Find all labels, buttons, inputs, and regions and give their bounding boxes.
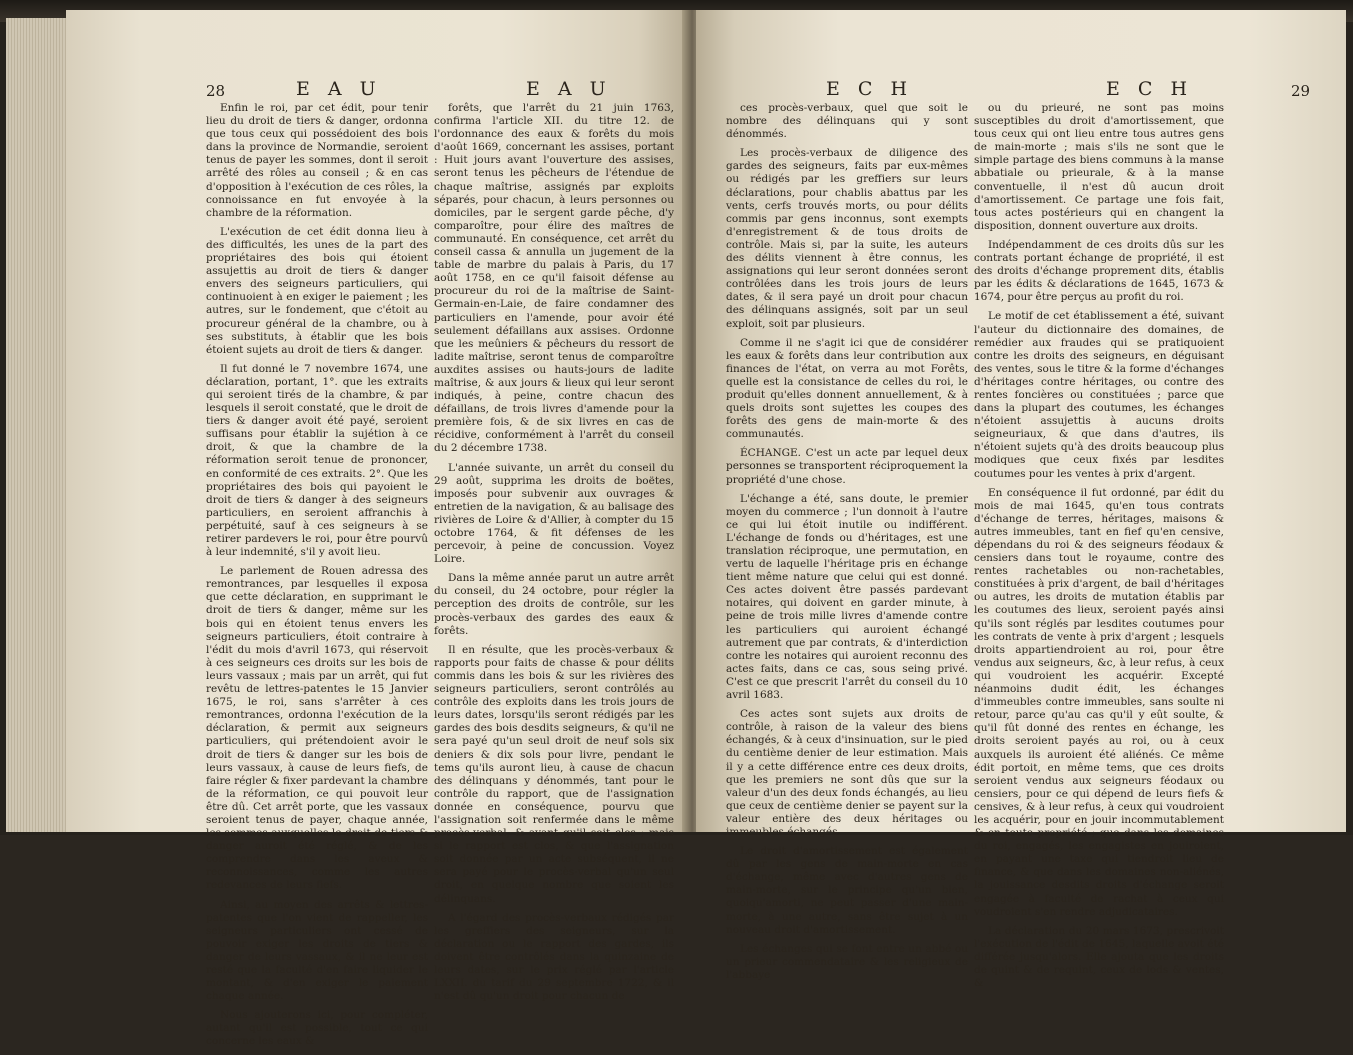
paragraph: L'échange a été, sans doute, le premier moyen du commerce ; l'un donnoit à l'autre ce qui lui étoit inutile ou indifférent. L'échange de fonds ou d'héritages, est une translation réciproque, une permutation, en vertu de laquelle l'héritage pris en échange tient même nature que celui qui est donné. Ces actes doivent être passés pardevant notaires, qui doivent en garder minute, à peine de trois mille livres d'amende contre les particuliers qui auroient échangé autrement que par contrats, & d'interdiction contre les notaires qui auroient reconnu des actes faits, dans ce cas, sous seing privé. C'est ce que prescrit l'arrêt du conseil du 10 avril 1683. (726, 492, 968, 702)
right-page-column-2 (974, 102, 1224, 996)
paragraph: En conséquence il fut ordonné, par édit du mois de mai 1645, qu'en tous contrats d'échange de terres, héritages, maisons & autres immeubles, tant en fief qu'en censive, dépendans du roi & des seigneurs féodaux & censiers dans tout le royaume, contre des rentes rachetables ou non-rachetables, constituées à prix d'argent, de bail d'héritages ou autres, les droits de mutation établis par les coutumes des lieux, seroient payés ainsi qu'ils sont réglés par lesdites coutumes pour les contrats de vente à prix d'argent ; lesquels droits appartiendroient au roi, pour être vendus aux seigneurs, &c, à leur refus, à ceux qui voudroient les acquérir. Excepté néanmoins dudit édit, les échanges d'immeubles contre immeubles, sans soulte ni retour, parce qu'au cas qu'il y eût soulte, & qu'il fût donné des rentes en échange, les droits seroient payés au roi, ou à ceux auxquels ils auroient été aliénés. Ce même édit portoit, en même tems, que ces droits seroient vendus aux seigneurs féodaux ou censiers, pour ce qui dépend de leurs fiefs & censives, & à leur refus, à ceux qui voudroient les acquérir, pour en jouir incommutablement & en toute propriété ; que dans les domaines du roi, engagés, les engagistes en jouiroient, en payant une taxe qui tiendroit lieu de finance, & que dans les domaines non-aliénés, la jouissance desdits droits d'échange seroit engagée à faculté de rachat à ceux qui voudroient s'en rendre adjudicataires. (974, 486, 1224, 918)
paragraph: Le motif de cet établissement a été, suivant l'auteur du dictionnaire des domaines, de remédier aux fraudes qui se pratiquoient contre les droits des seigneurs, en déguisant des ventes, sous le titre & la forme d'échanges d'héritages contre héritages, ou contre des rentes foncières ou constituées ; parce que dans la plupart des coutumes, les échanges n'étoient assujettis à aucuns droits seigneuriaux, & que dans d'autres, ils n'étoient sujets qu'à des droits beaucoup plus modiques que ceux fixés par lesdites coutumes pour les ventes à prix d'argent. (974, 310, 1224, 480)
paragraph: ces procès-verbaux, quel que soit le nombre des délinquans qui y sont dénommés. (726, 102, 968, 141)
paragraph: Nous ajouterons ici, pour compléter, autant qu'il est possible, tout ce qui concerne les eaux & (206, 1009, 428, 1048)
running-header-left-1: E A U (296, 78, 382, 100)
paragraph: Indépendamment de ces droits dûs sur les contrats portant échange de propriété, il est des droits d'échange proprement dits, établis par les édits & déclarations de 1645, 1673 & 1674, pour être perçus au profit du roi. (974, 238, 1224, 304)
right-page (696, 10, 1346, 990)
left-page-column-1 (206, 102, 428, 1055)
running-header-right-2: E C H (1106, 78, 1194, 100)
paragraph: L'exécution de cet édit donna lieu à des difficultés, les unes de la part des propriétaires des bois qui étoient assujettis au droit de tiers & danger envers des seigneurs particuliers, qui continuoient à en exiger le paiement ; les autres, sur le fondement, que c'étoit au procureur général de la chambre, ou à ses substituts, à établir que les bois étoient sujets au droit de tiers & danger. (206, 225, 428, 356)
paragraph: Ces actes sont sujets aux droits de contrôle, à raison de la valeur des biens échangés, & à ceux d'insinuation, sur le pied du centième denier de leur estimation. Mais il y a cette différence entre ces deux droits, que les premiers ne sont dûs que sur la valeur d'un des deux fonds échangés, au lieu que ceux de centième denier se payent sur la valeur entière des deux héritages ou immeubles échangés. (726, 708, 968, 838)
paragraph: Les procès-verbaux de diligence des gardes des seigneurs, faits par eux-mêmes ou rédigés par les greffiers sur leurs déclarations, pour chablis abattus par les vents, cerfs trouvés morts, ou pour délits commis par gens inconnus, sont exempts d'enregistrement & de tous droits de contrôle. Mais si, par la suite, les auteurs des délits viennent à être connus, les assignations qui leur seront données seront contrôlées dans les trois jours de leurs dates, & il sera payé un droit pour chacun des délinquans assignés, soit par un seul exploit, soit par plusieurs. (726, 147, 968, 330)
paragraph: La déclaration du 20 mars 1673, prescrivoit l'exécution de l'édit de 1645, laquelle avoit été différée jusqu'alors. Elle ajouta que les droits de quint & de requint, ceux de lods & ventes, & (974, 924, 1224, 990)
left-page-stack (6, 18, 68, 832)
running-header-left-2: E A U (526, 78, 612, 100)
left-page-column-2 (434, 102, 674, 1009)
paragraph: A l'égard des procès-verbaux rédigés par les greffiers des seigneurs, sur la déclaration ou le rapport des gardes, ils doivent être contrôlés dans la quinzaine de leurs dates, sur le prix réglé par l'article LXXII. du tarif du 29 septembre 1722, & il n'est dû qu'un droit pour chacun de (434, 911, 674, 1003)
paragraph: Dans la même année parut un autre arrêt du conseil, du 24 octobre, pour régler la perception des droits de contrôle, sur les procès-verbaux des gardes des eaux & forêts. (434, 572, 674, 637)
paragraph: Il en résulte, que les procès-verbaux & rapports pour faits de chasse & pour délits commis dans les bois & sur les rivières des seigneurs particuliers, seront contrôlés au contrôle des exploits dans les trois jours de leurs dates, lorsqu'ils seront rédigés par les gardes des bois desdits seigneurs, & qu'il ne sera payé qu'un seul droit de neuf sols six deniers & dix sols pour livre, pendant le tems qu'ils auront lieu, à cause de chacun des délinquans y dénommés, tant pour le contrôle du rapport, que de l'assignation donnée en conséquence, pourvu que l'assignation soit renfermée dans le même procès-verbal, & avant qu'il soit clos ; mais si le rapport est clos, & que l'assignation soit donnée par un acte subséquent, il ne sera payé pour le procès-verbal qu'un seul droit, en quelque nombre que soient les délinquans. (434, 643, 674, 905)
paragraph: Les échanges qui se font entre un abbé ou un prieur commendataire & les religieux de l'abbaye (726, 942, 968, 981)
paragraph: Il fut donné le 7 novembre 1674, une déclaration, portant, 1°. que les extraits qui seroient tirés de la chambre, & par lesquels il seroit constaté, que le droit de tiers & danger avoit été payé, seroient suffisans pour établir la sujétion à ce droit, & que la chambre de la réformation seroit tenue de prononcer, en conformité de ces extraits. 2°. Que les propriétaires des bois qui payoient le droit de tiers & danger à des seigneurs particuliers, en seroient affranchis à perpétuité, sauf à ces seigneurs à se retirer pardevers le roi, pour être pourvû à leur indemnité, s'il y avoit lieu. (206, 362, 428, 559)
page-number-right: 29 (1291, 82, 1311, 100)
running-header-right-1: E C H (826, 78, 914, 100)
entry-heading-echange: ÉCHANGE. C'est un acte par lequel deux personnes se transportent réciproquement la propriété d'une chose. (726, 447, 968, 486)
paragraph: Ainsi, au moyen des arrêts & lettres-patentes que l'on vient de rappeller, les seigneurs particuliers ont cessé de pouvoir exiger les droits de tiers & danger de leurs vassaux, & il ne leur est resté que la faculté d'en faire liquider le montant, & d'en exiger le paiement chaque année. (206, 898, 428, 1003)
left-page (66, 10, 688, 1048)
right-page-column-1 (726, 102, 968, 988)
paragraph: L'année suivante, un arrêt du conseil du 29 août, supprima les droits de boëtes, imposés pour subvenir aux ouvrages & entretien de la navigation, & au balisage des rivières de Loire & d'Allier, à compter du 15 octobre 1764, & fit défenses de les percevoir, à peine de concussion. Voyez Loire. (434, 461, 674, 566)
open-book-spread (6, 10, 1346, 1048)
paragraph: forêts, que l'arrêt du 21 juin 1763, confirma l'article XII. du titre 12. de l'ordonnance des eaux & forêts du mois d'août 1669, concernant les assises, portant : Huit jours avant l'ouverture des assises, seront tenus les pêcheurs de l'étendue de chaque maîtrise, assignés par exploits séparés, pour chacun, à leurs personnes ou domiciles, par le sergent garde pêche, d'y comparoître, pour élire des maîtres de communauté. En conséquence, cet arrêt du conseil cassa & annulla un jugement de la table de marbre du palais à Paris, du 17 août 1758, en ce qu'il faisoit défense au procureur du roi de la maîtrise de Saint-Germain-en-Laie, de faire condamner des particuliers en l'amende, pour avoir été seulement défaillans aux assises. Ordonne que les meûniers & pêcheurs du ressort de ladite maîtrise, seront tenus de comparoître auxdites assises ou hauts-jours de ladite maîtrise, & aux jours & lieux qui leur seront indiqués, à peine, contre chacun des défaillans, de trois livres d'amende pour la première fois, & de six livres en cas de récidive, conformément à l'arrêt du conseil du 2 décembre 1738. (434, 102, 674, 455)
paragraph: Comme il ne s'agit ici que de considérer les eaux & forêts dans leur contribution aux finances de l'état, on verra au mot Forêts, quelle est la consistance de celles du roi, le produit qu'elles donnent annuellement, & à quels droits sont sujettes les coupes des forêts des gens de main-morte & des communautés. (726, 336, 968, 441)
paragraph: Le parlement de Rouen adressa des remontrances, par lesquelles il exposa que cette déclaration, en supprimant le droit de tiers & danger, même sur les bois qui en étoient tenus envers les seigneurs particuliers, étoit contraire à l'édit du mois d'avril 1673, qui réservoit à ces seigneurs ces droits sur les bois de leurs vassaux ; mais par un arrêt, qui fut revêtu de lettres-patentes le 15 Janvier 1675, le roi, sans s'arrêter à ces remontrances, ordonna l'exécution de la déclaration, & permit aux seigneurs particuliers, qui prétendoient avoir le droit de tiers & danger sur les bois de leurs vassaux, à cause de leurs fiefs, de faire régler & fixer pardevant la chambre de la réformation, ce qui pouvoit leur être dû. Cet arrêt porte, que les vassaux seroient tenus de payer, chaque année, les sommes auxquelles le droit de tiers & danger auroit été réglé, & de les comprendre dans les aveux & reconnoissances, comme les autres redevances de leurs fiefs. (206, 565, 428, 892)
page-number-left: 28 (206, 82, 226, 100)
paragraph: ou du prieuré, ne sont pas moins susceptibles du droit d'amortissement, que tous ceux qui ont lieu entre tous autres gens de main-morte ; mais s'ils ne sont que le simple partage des biens communs à la manse abbatiale ou prieurale, & à la manse conventuelle, il n'est dû aucun droit d'amortissement. Ce partage une fois fait, tous actes postérieurs qui en changent la disposition, donnent ouverture aux droits. (974, 102, 1224, 232)
paragraph: Enfin le roi, par cet édit, pour tenir lieu du droit de tiers & danger, ordonna que tous ceux qui possédoient des bois dans la province de Normandie, seroient tenus de payer les sommes, dont il seroit arrêté des rôles au conseil ; & en cas d'opposition à l'exécution de ces rôles, la connoissance en fut envoyée à la chambre de la réformation. (206, 102, 428, 219)
paragraph: Le droit d'amortissement est également dû par les gens de main-morte en cas d'échange, même avec d'autres gens de main-morte, sur le principe qu'un bien, quoiqu'amorti, ne peut passer d'une main-morte, à une autre, sans être sujet à un nouveau droit d'amortissement. (726, 845, 968, 936)
